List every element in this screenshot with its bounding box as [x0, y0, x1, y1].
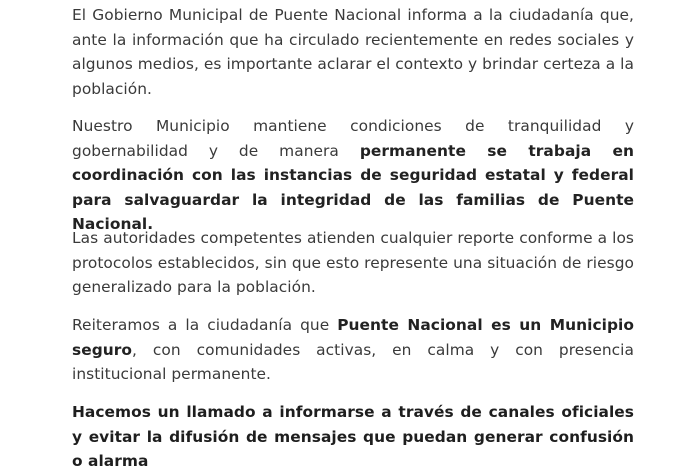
paragraph-official-channels — [72, 400, 634, 474]
paragraph-intro-text: El Gobierno Municipal de Puente Nacional informa a la ciudadanía que, ante la información que ha circulado recientemente en redes sociales y algunos medios, es importante aclarar el contexto y brindar certeza a la población. — [72, 6, 634, 98]
paragraph-intro — [72, 3, 634, 101]
paragraph-official-channels-bold-text: Hacemos un llamado a informarse a través de canales oficiales y evitar la difusión de mensajes que puedan generar confusión o alarma — [72, 403, 634, 470]
paragraph-security-coordination — [72, 114, 634, 237]
paragraph-security-text: Nuestro Municipio mantiene condiciones de tranquilidad y gobernabilidad y de manera — [72, 117, 634, 160]
paragraph-safe-bold-text: Puente Nacional es un Municipio seguro — [72, 316, 634, 359]
paragraph-safe-municipality — [72, 313, 634, 387]
paragraph-safe-text-end: , con comunidades activas, en calma y con presencia institucional permanente. — [72, 340, 634, 383]
paragraph-safe-text-start: Reiteramos a la ciudadanía que — [72, 316, 338, 334]
paragraph-authorities-text: Las autoridades competentes atienden cualquier reporte conforme a los protocolos establecidos, sin que esto represente una situación de riesgo generalizado para la población. — [72, 229, 634, 296]
paragraph-security-bold-text: permanente se trabaja en coordinación con las instancias de seguridad estatal y federal para salvaguardar la integridad de las familias de Puente Nacional. — [72, 141, 635, 233]
paragraph-authorities — [72, 226, 634, 300]
